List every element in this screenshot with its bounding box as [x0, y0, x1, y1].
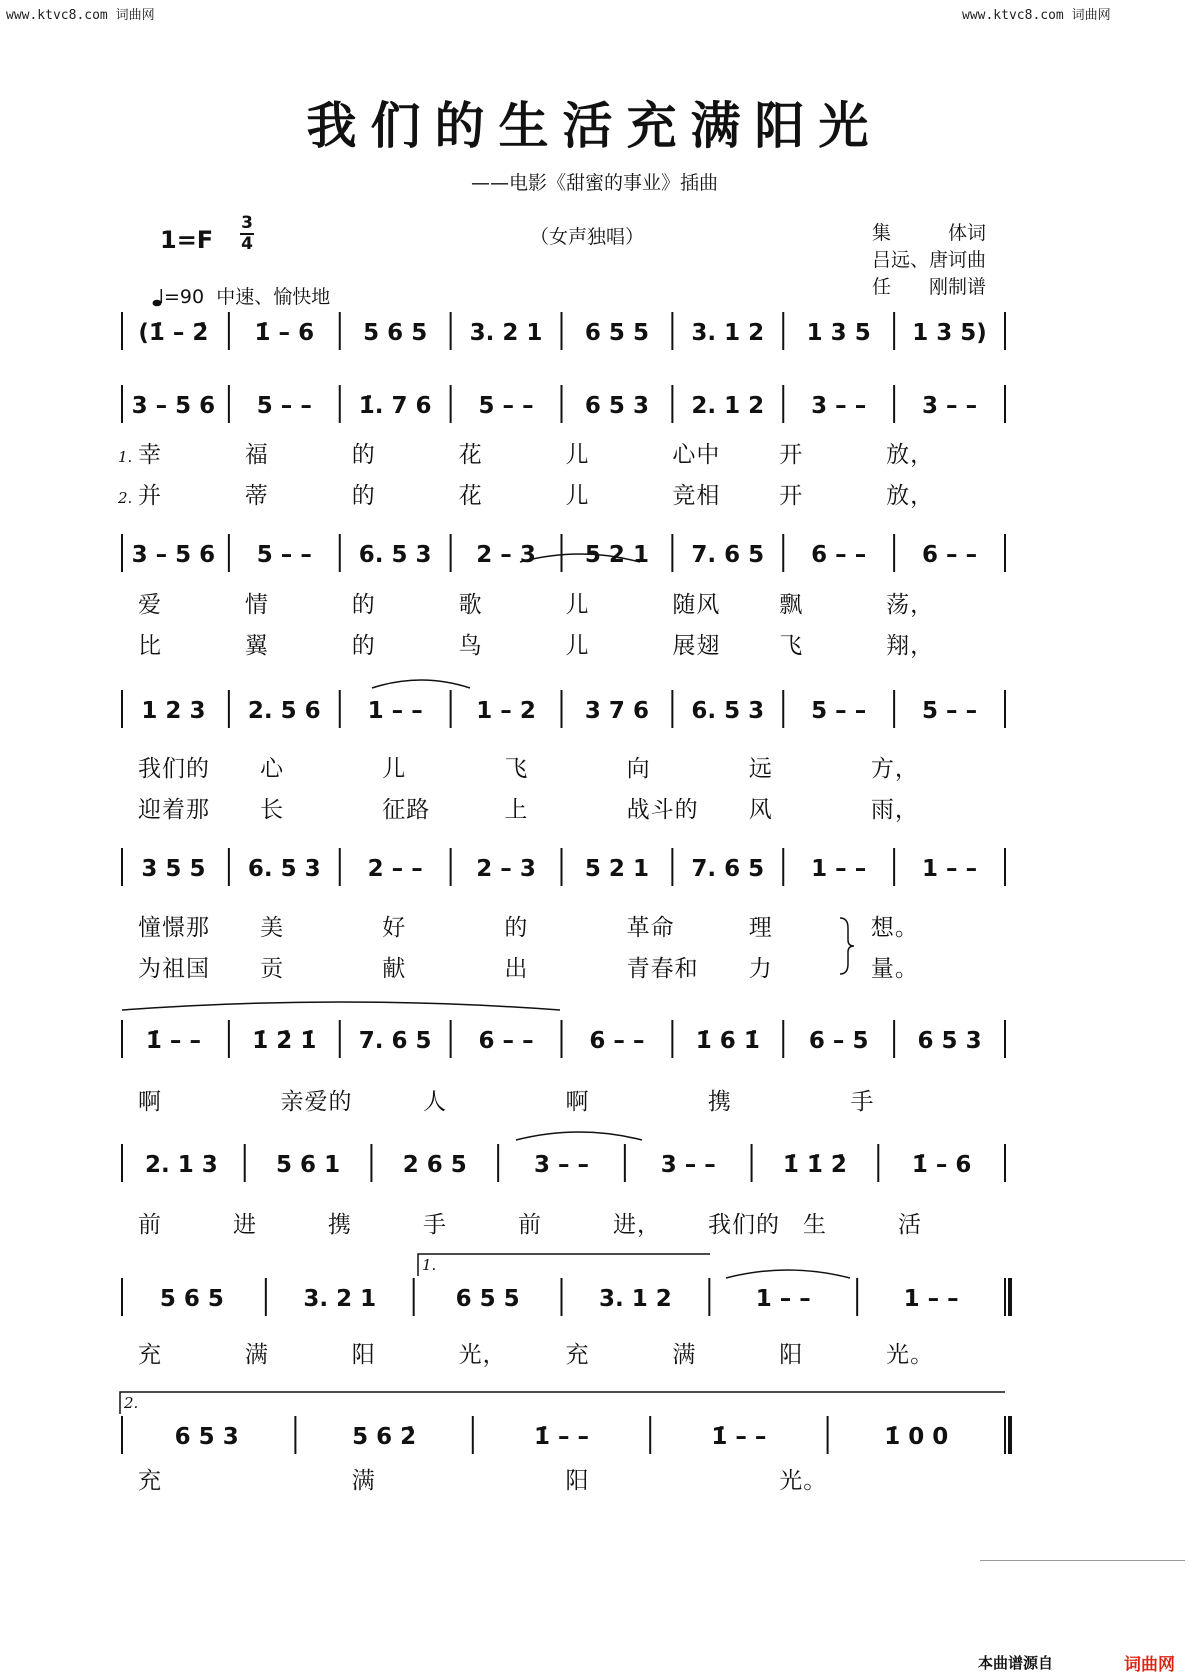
measure-notes: 6 – – [811, 542, 867, 568]
measure-notes: 5 6 2̇ [352, 1424, 417, 1450]
lyric-syllable: 飘 [779, 592, 804, 618]
measure-notes: 6 5 3 [174, 1424, 239, 1450]
measure-notes: 1̇ – 6 [911, 1152, 972, 1178]
lyric-syllable: 花 [458, 442, 483, 468]
measure-notes: 1̇ – – [533, 1424, 590, 1450]
measure-notes: 1̇ 6 1̇ [695, 1028, 760, 1054]
volta-number: 1. [422, 1256, 437, 1274]
credits: 集 体词 吕远、唐诃曲 任 刚制谱 [872, 222, 987, 298]
lyric-syllable: 远 [748, 756, 773, 782]
measure-notes: 1̇ 2̇ 1̇ [252, 1028, 317, 1054]
measure-notes: 2 – 3 [476, 856, 536, 882]
volta-number: 2. [124, 1394, 139, 1412]
lyric-syllable: 贡 [260, 956, 285, 982]
lyric-syllable: 啊 [565, 1089, 590, 1115]
lyric-syllable: 的 [351, 483, 376, 509]
lyric-syllable: 美 [260, 915, 285, 941]
measure-notes: 1 – – [922, 856, 978, 882]
lyric-syllable: 战斗的 [626, 797, 699, 823]
lyric-syllable: 满 [672, 1342, 697, 1368]
verse-number: 1. [118, 448, 133, 466]
lyric-syllable: 迎着那 [138, 797, 210, 823]
measure-notes: 1̇ – – [145, 1028, 201, 1054]
lyric-syllable: 携 [708, 1089, 732, 1115]
lyric-syllable: 充 [138, 1342, 162, 1368]
lyric-syllable: 并 [138, 483, 162, 509]
lyric-syllable: 我们的 [708, 1212, 780, 1238]
lyric-syllable: 鸟 [458, 633, 483, 659]
lyric-syllable: 阳 [565, 1468, 590, 1494]
measure-notes: 3. 1 2 [691, 320, 765, 346]
song-subtitle: ——电影《甜蜜的事业》插曲 [470, 172, 718, 194]
measure-notes: 7. 6 5 [691, 856, 765, 882]
lyric-syllable: 的 [504, 915, 529, 941]
lyric-syllable: 献 [382, 956, 407, 982]
slur [372, 680, 470, 688]
lyric-syllable: 我们的 [138, 756, 210, 782]
measure-notes: 1 – – [811, 856, 867, 882]
measure-notes: 3 – – [811, 393, 867, 419]
lyric-syllable: 翼 [244, 633, 269, 659]
lyric-syllable: 征路 [382, 797, 431, 823]
measure-notes: 1̇ – 6 [254, 320, 315, 346]
measure-notes: 2. 5 6 [247, 698, 321, 724]
lyric-syllable: 量。 [870, 956, 919, 982]
measure-notes: 1 – – [367, 698, 423, 724]
lyric-syllable: 荡， [886, 592, 935, 618]
volta-bracket [120, 1392, 1005, 1414]
lyric-syllable: 竞相 [672, 483, 721, 509]
measure-notes: 5 – – [256, 542, 312, 568]
lyric-syllable: 方， [870, 756, 919, 782]
lyric-syllable: 的 [351, 442, 376, 468]
lyric-syllable: 翔， [886, 633, 935, 659]
lyric-syllable: 亲爱的 [280, 1089, 353, 1115]
measure-notes: 7. 6 5 [691, 542, 765, 568]
lyric-syllable: 儿 [382, 756, 407, 782]
measure-notes: 5 6 5 [159, 1286, 224, 1312]
measure-notes: 3 – – [660, 1152, 716, 1178]
measure-notes: 2 – – [367, 856, 423, 882]
measure-notes: 6. 5 3 [358, 542, 432, 568]
lyric-syllable: 儿 [565, 442, 590, 468]
measure-notes: 2. 1 2 [691, 393, 765, 419]
measure-notes: 7. 6 5 [358, 1028, 432, 1054]
measure-notes: 1̇ 1̇ 2̇ [782, 1152, 847, 1178]
lyric-syllable: 比 [138, 633, 162, 659]
lyric-syllable: 花 [458, 483, 483, 509]
measure-notes: 3 – 5 6 [131, 542, 216, 568]
measure-notes: 6 5 3 [917, 1028, 982, 1054]
measure-notes: 3 5 5 [141, 856, 206, 882]
lyric-syllable: 充 [138, 1468, 162, 1494]
measure-notes: 3 – – [922, 393, 978, 419]
measure-notes: 1 2 3 [141, 698, 206, 724]
lyric-syllable: 憧憬那 [138, 915, 210, 941]
measure-notes: 2 6 5 [402, 1152, 467, 1178]
measure-notes: 6 – – [922, 542, 978, 568]
measure-notes: 2. 1 3 [144, 1152, 218, 1178]
lyric-syllable: 为祖国 [138, 956, 210, 982]
lyric-syllable: 出 [504, 956, 529, 982]
lyric-syllable: 的 [351, 633, 376, 659]
lyric-syllable: 向 [626, 756, 651, 782]
measure-notes: 3 – 5 6 [131, 393, 216, 419]
measure-notes: 6. 5 3 [691, 698, 765, 724]
measure-notes: 5 – – [922, 698, 978, 724]
measure-notes: 6 5 5 [455, 1286, 520, 1312]
lyric-syllable: 爱 [138, 592, 162, 618]
lyric-syllable: 上 [504, 797, 529, 823]
lyric-syllable: 儿 [565, 483, 590, 509]
lyric-syllable: 歌 [458, 592, 483, 618]
slur [516, 1132, 642, 1140]
measure-notes: 3. 1 2 [599, 1286, 672, 1312]
site-url-left: www.ktvc8.com 词曲网 [6, 8, 155, 23]
measure-notes: 1̇ 0 0 [884, 1424, 949, 1450]
slur [122, 1002, 560, 1010]
measure-notes: 5 2 1 [584, 542, 649, 568]
measure-notes: (1̇ – 2̇ [138, 320, 209, 346]
lyric-syllable: 满 [244, 1342, 269, 1368]
measure-notes: 6 5 3 [584, 393, 649, 419]
measure-notes: 1̇. 7 6 [358, 393, 432, 419]
lyric-syllable: 光， [458, 1342, 507, 1368]
measure-notes: 5 6 1 [276, 1152, 341, 1178]
time-signature: 3 4 [241, 213, 253, 254]
lyric-syllable: 人 [423, 1089, 447, 1115]
lyric-syllable: 光。 [886, 1342, 935, 1368]
lyric-syllable: 前 [518, 1212, 542, 1238]
measure-notes: 1 – – [903, 1286, 959, 1312]
lyric-syllable: 阳 [351, 1342, 376, 1368]
lyric-syllable: 好 [382, 915, 407, 941]
lyric-syllable: 手 [423, 1212, 447, 1238]
measure-notes: 6 – – [589, 1028, 645, 1054]
measure-notes: 3 7 6 [584, 698, 649, 724]
lyric-syllable: 力 [748, 956, 773, 982]
lyric-syllable: 放， [886, 483, 935, 509]
lyric-syllable: 携 [328, 1212, 352, 1238]
lyric-syllable: 展翅 [672, 633, 721, 659]
lyric-syllable: 革命 [626, 915, 675, 941]
measure-notes: 1 3 5 [806, 320, 871, 346]
lyric-syllable: 儿 [565, 633, 590, 659]
verse-number: 2. [118, 489, 133, 507]
footer-source: 本曲谱源自 [978, 1654, 1054, 1672]
measure-notes: 1 – 2 [476, 698, 536, 724]
lyric-syllable: 长 [260, 797, 285, 823]
lyric-syllable: 手 [850, 1089, 875, 1115]
measure-notes: 5 – – [478, 393, 534, 419]
lyric-syllable: 飞 [779, 633, 804, 659]
measure-notes: 6 – – [478, 1028, 534, 1054]
lyric-syllable: 风 [748, 797, 773, 823]
measure-notes: 6. 5 3 [247, 856, 321, 882]
lyric-syllable: 福 [244, 442, 269, 468]
key-signature: 1=F [160, 226, 214, 254]
measure-notes: 1 – – [755, 1286, 811, 1312]
measure-notes: 5 2 1 [584, 856, 649, 882]
lyric-syllable: 随风 [672, 592, 721, 618]
lyric-syllable: 满 [351, 1468, 376, 1494]
performance-note: （女声独唱） [530, 226, 645, 248]
measure-notes: 3. 2 1 [469, 320, 543, 346]
verse-brace [840, 918, 854, 974]
lyric-syllable: 进， [613, 1212, 661, 1238]
lyric-syllable: 心 [260, 756, 285, 782]
lyric-syllable: 充 [565, 1342, 590, 1368]
lyric-syllable: 想。 [870, 915, 919, 941]
measure-notes: 3 – – [533, 1152, 590, 1178]
lyric-syllable: 生 [803, 1212, 827, 1238]
measure-notes: 5 6 5 [363, 320, 428, 346]
measure-notes: 1̇ – – [711, 1424, 767, 1450]
volta-bracket [418, 1254, 710, 1276]
tempo-marking: =90 中速、愉快地 [152, 282, 330, 309]
lyric-syllable: 心中 [672, 442, 721, 468]
measure-notes: 6 5 5 [584, 320, 649, 346]
footer-brand: 词曲网 [1124, 1655, 1175, 1675]
lyric-syllable: 啊 [138, 1089, 162, 1115]
lyric-syllable: 前 [138, 1212, 162, 1238]
lyric-syllable: 情 [244, 592, 269, 618]
lyric-syllable: 儿 [565, 592, 590, 618]
lyric-syllable: 开 [779, 483, 804, 509]
song-title: 我们的生活充满阳光 [306, 96, 883, 155]
site-url-right: www.ktvc8.com 词曲网 [962, 8, 1111, 23]
lyric-syllable: 青春和 [626, 956, 699, 982]
lyric-syllable: 雨， [870, 797, 919, 823]
lyric-syllable: 进 [233, 1212, 257, 1238]
lyric-syllable: 的 [351, 592, 376, 618]
lyric-syllable: 飞 [504, 756, 529, 782]
measure-notes: 1 3 5) [912, 320, 987, 346]
measure-notes: 6 – 5 [808, 1028, 869, 1054]
measure-notes: 3. 2 1 [303, 1286, 377, 1312]
footer-rule [980, 1560, 1185, 1561]
lyric-syllable: 光。 [779, 1468, 828, 1494]
measure-notes: 2 – 3 [476, 542, 536, 568]
lyric-syllable: 蒂 [244, 483, 269, 509]
measure-notes: 5 – – [256, 393, 312, 419]
slur [726, 1270, 850, 1278]
lyric-syllable: 活 [898, 1212, 922, 1238]
lyric-syllable: 开 [779, 442, 804, 468]
lyric-syllable: 幸 [138, 442, 162, 468]
lyric-syllable: 理 [748, 915, 773, 941]
measure-notes: 5 – – [811, 698, 867, 724]
lyric-syllable: 阳 [779, 1342, 804, 1368]
lyric-syllable: 放， [886, 442, 935, 468]
